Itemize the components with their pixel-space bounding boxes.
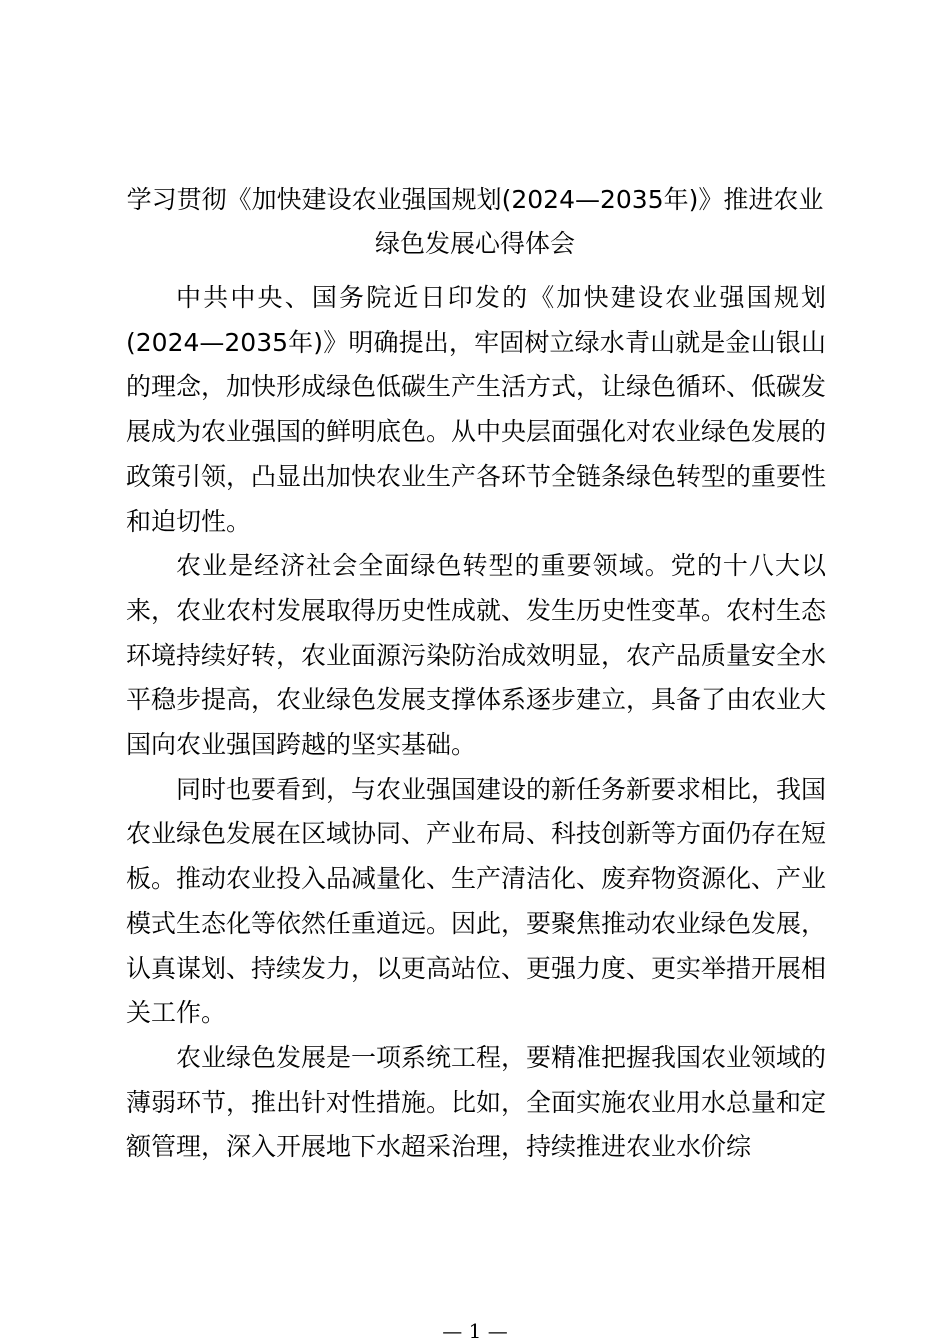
document-body [126,276,826,1170]
paragraph-2: 农业是经济社会全面绿色转型的重要领域。党的十八大以来，农业农村发展取得历史性成就、发生历史性变革。农村生态环境持续好转，农业面源污染防治成效明显，农产品质量安全水平稳步提高，农业绿色发展支撑体系逐步建立，具备了由农业大国向农业强国跨越的坚实基础。 [126,551,827,760]
paragraph-1: 中共中央、国务院近日印发的《加快建设农业强国规划(2024—2035年)》明确提出，牢固树立绿水青山就是金山银山的理念，加快形成绿色低碳生产生活方式，让绿色循环、低碳发展成为农业强国的鲜明底色。从中央层面强化对农业绿色发展的政策引领，凸显出加快农业生产各环节全链条绿色转型的重要性和迫切性。 [126,283,827,536]
paragraph-3: 同时也要看到，与农业强国建设的新任务新要求相比，我国农业绿色发展在区域协同、产业布局、科技创新等方面仍存在短板。推动农业投入品减量化、生产清洁化、废弃物资源化、产业模式生态化等依然任重道远。因此，要聚焦推动农业绿色发展，认真谋划、持续发力，以更高站位、更强力度、更实举措开展相关工作。 [126,774,827,1028]
document-title: 学习贯彻《加快建设农业强国规划(2024—2035年)》推进农业绿色发展心得体会 [126,185,824,258]
page-number: — 1 — [442,1319,508,1343]
paragraph-4: 农业绿色发展是一项系统工程，要精准把握我国农业领域的薄弱环节，推出针对性措施。比如，全面实施农业用水总量和定额管理，深入开展地下水超采治理，持续推进农业水价综 [126,1042,827,1162]
